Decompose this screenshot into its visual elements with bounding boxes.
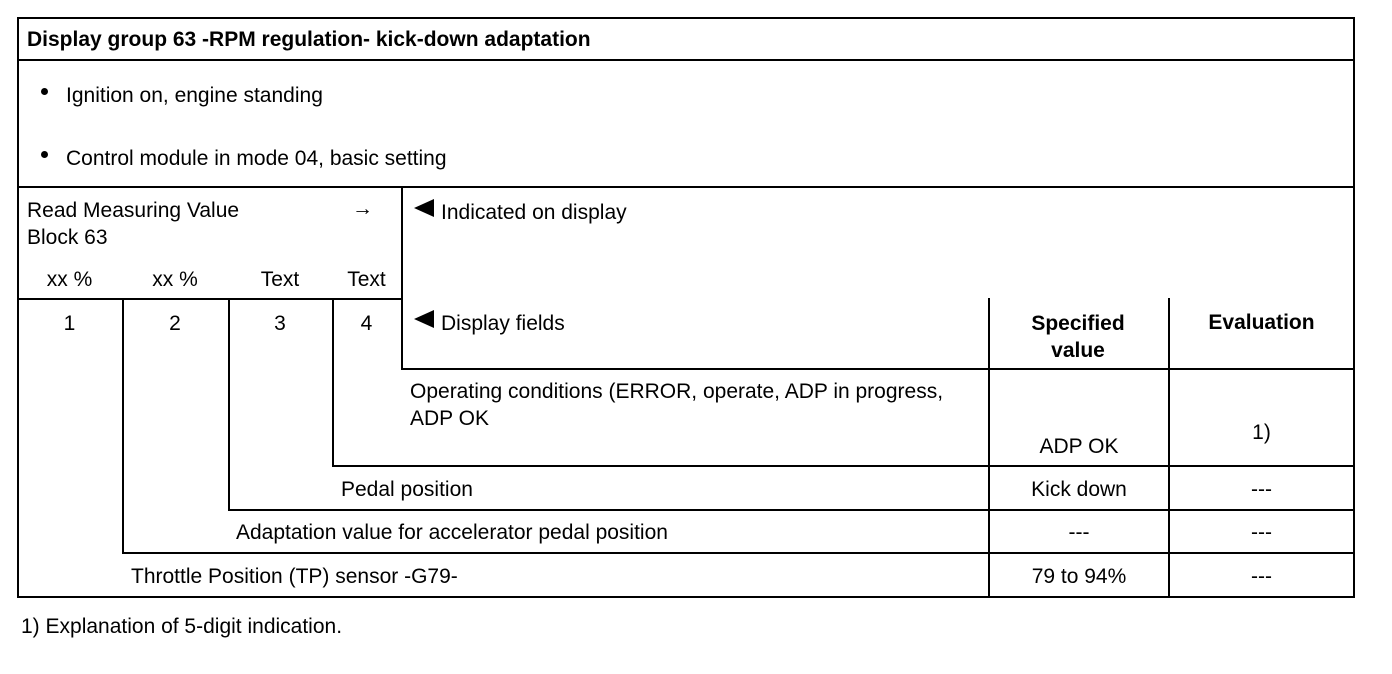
evaluation-header: Evaluation (1208, 311, 1315, 334)
page-title: Display group 63 -RPM regulation- kick-down adaptation (27, 28, 591, 51)
field-unit: Text (260, 268, 300, 291)
condition-item: Control module in mode 04, basic setting (66, 147, 447, 170)
row-evaluation: --- (1251, 565, 1272, 588)
row-evaluation: 1) (1252, 421, 1271, 444)
pointer-left-icon (414, 310, 434, 328)
read-block-label: Read Measuring Value (27, 199, 240, 222)
right-arrow-icon: → (352, 197, 373, 220)
row-specified-value: 79 to 94% (1031, 565, 1127, 588)
row-specified-value: --- (1068, 521, 1090, 544)
specified-value-header: Specified value (1031, 312, 1125, 362)
condition-item: Ignition on, engine standing (66, 84, 323, 107)
field-number: 2 (169, 312, 181, 335)
row-field-text: Operating conditions (ERROR, operate, ADP in progress, ADP OK (410, 380, 944, 430)
row-field-text: Pedal position (341, 478, 473, 501)
pointer-left-icon (414, 199, 434, 217)
field-number: 3 (274, 312, 286, 335)
display-fields-header: Display fields (441, 312, 565, 335)
field-number: 1 (63, 312, 76, 335)
read-block-number: Block 63 (27, 226, 108, 249)
bullet-icon (41, 151, 48, 158)
row-field-text: Adaptation value for accelerator pedal position (236, 521, 668, 544)
row-specified-value: Kick down (1031, 478, 1127, 501)
row-evaluation: --- (1251, 521, 1272, 544)
field-unit: xx % (152, 268, 198, 291)
field-number: 4 (360, 312, 373, 335)
field-unit: Text (347, 268, 386, 291)
row-field-text: Throttle Position (TP) sensor -G79- (131, 565, 458, 588)
footnote: 1) Explanation of 5-digit indication. (21, 615, 343, 638)
row-evaluation: --- (1251, 478, 1272, 501)
row-specified-value: ADP OK (1039, 435, 1119, 458)
bullet-icon (41, 88, 48, 95)
indicated-label: Indicated on display (441, 201, 627, 224)
field-unit: xx % (46, 268, 93, 291)
